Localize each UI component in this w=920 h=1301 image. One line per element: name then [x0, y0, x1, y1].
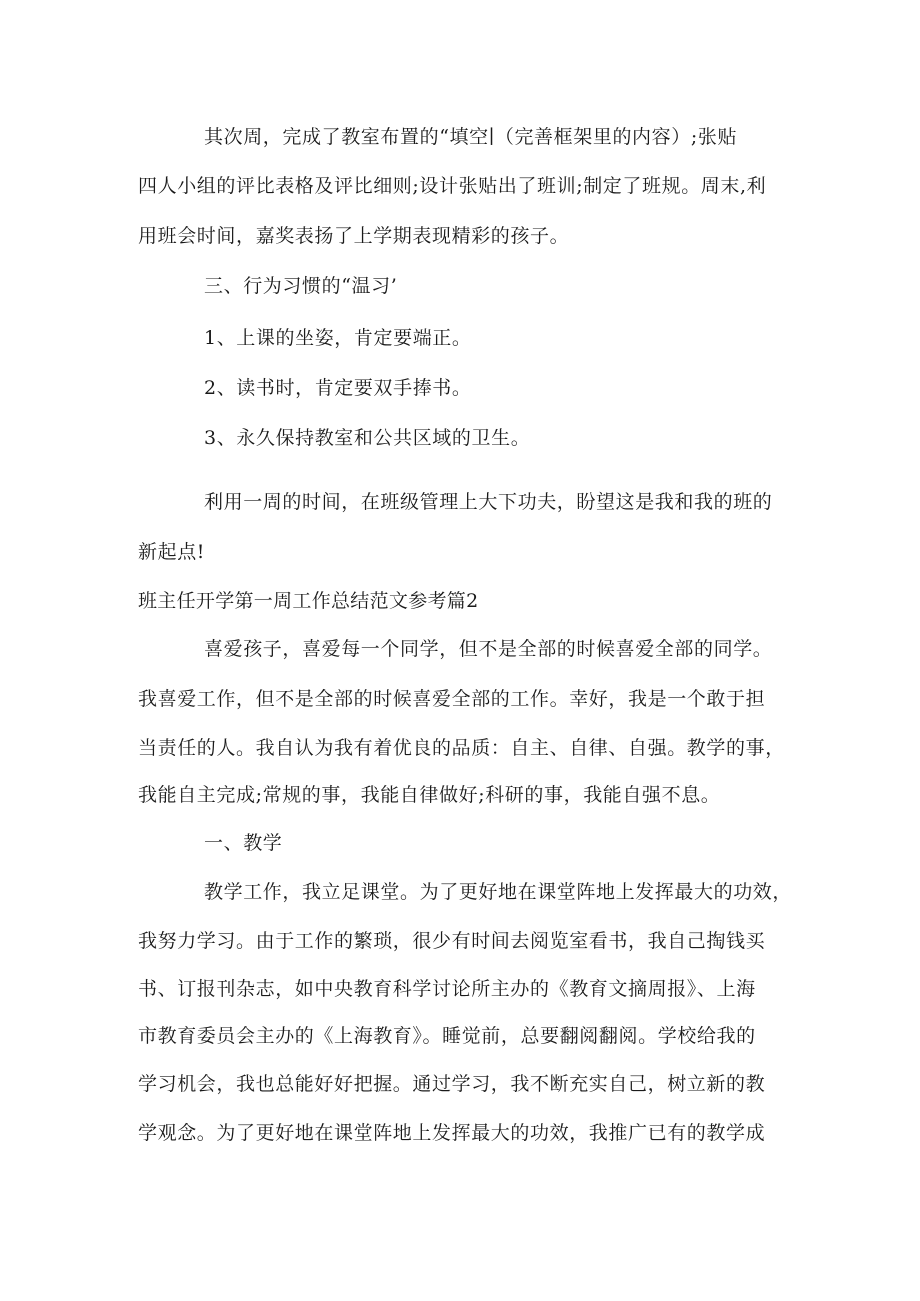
section-heading: 三、行为习惯的“温习’	[204, 275, 398, 297]
list-item: 1、上课的坐姿，肯定要端正。	[204, 327, 472, 349]
paragraph-line: 市教育委员会主办的《上海教育》。睡觉前，总要翻阅翻阅。学校给我的	[138, 1025, 756, 1047]
paragraph-line: 当责任的人。我自认为我有着优良的品质：自主、自律、自强。教学的事，	[138, 737, 785, 759]
paragraph-line: 利用一周的时间，在班级管理上大下功夫，盼望这是我和我的班的	[204, 491, 773, 513]
list-item: 3、永久保持教室和公共区域的卫生。	[204, 427, 531, 449]
section-heading: 一、教学	[204, 832, 283, 854]
paragraph-line: 学习机会，我也总能好好把握。通过学习，我不断充实自己，树立新的教	[138, 1073, 766, 1095]
paragraph-line: 书、订报刊杂志，如中央教育科学讨论所主办的《教育文摘周报》、上海	[138, 978, 756, 1000]
paragraph-line: 我努力学习。由于工作的繁琐，很少有时间去阅览室看书，我自己掏钱买	[138, 930, 766, 952]
paragraph-line: 我能自主完成;常规的事，我能自律做好;科研的事，我能自强不息。	[138, 784, 721, 806]
paragraph-line: 用班会时间，嘉奖表扬了上学期表现精彩的孩子。	[138, 225, 570, 247]
paragraph-line: 新起点!	[138, 541, 206, 563]
paragraph-line: 学观念。为了更好地在课堂阵地上发挥最大的功效，我推广已有的教学成	[138, 1122, 766, 1144]
paragraph-line: 我喜爱工作，但不是全部的时候喜爱全部的工作。幸好，我是一个敢于担	[138, 688, 766, 710]
paragraph-line: 其次周，完成了教室布置的“填空∣（完善框架里的内容）;张贴	[204, 126, 738, 148]
paragraph-line: 喜爱孩子，喜爱每一个同学，但不是全部的时候喜爱全部的同学。	[204, 638, 773, 660]
article-title: 班主任开学第一周工作总结范文参考篇2	[138, 590, 479, 612]
paragraph-line: 教学工作，我立足课堂。为了更好地在课堂阵地上发挥最大的功效，	[204, 881, 793, 903]
paragraph-line: 四人小组的评比表格及评比细则;设计张贴出了班训;制定了班规。周末,利	[138, 175, 767, 197]
list-item: 2、读书时，肯定要双手捧书。	[204, 377, 472, 399]
